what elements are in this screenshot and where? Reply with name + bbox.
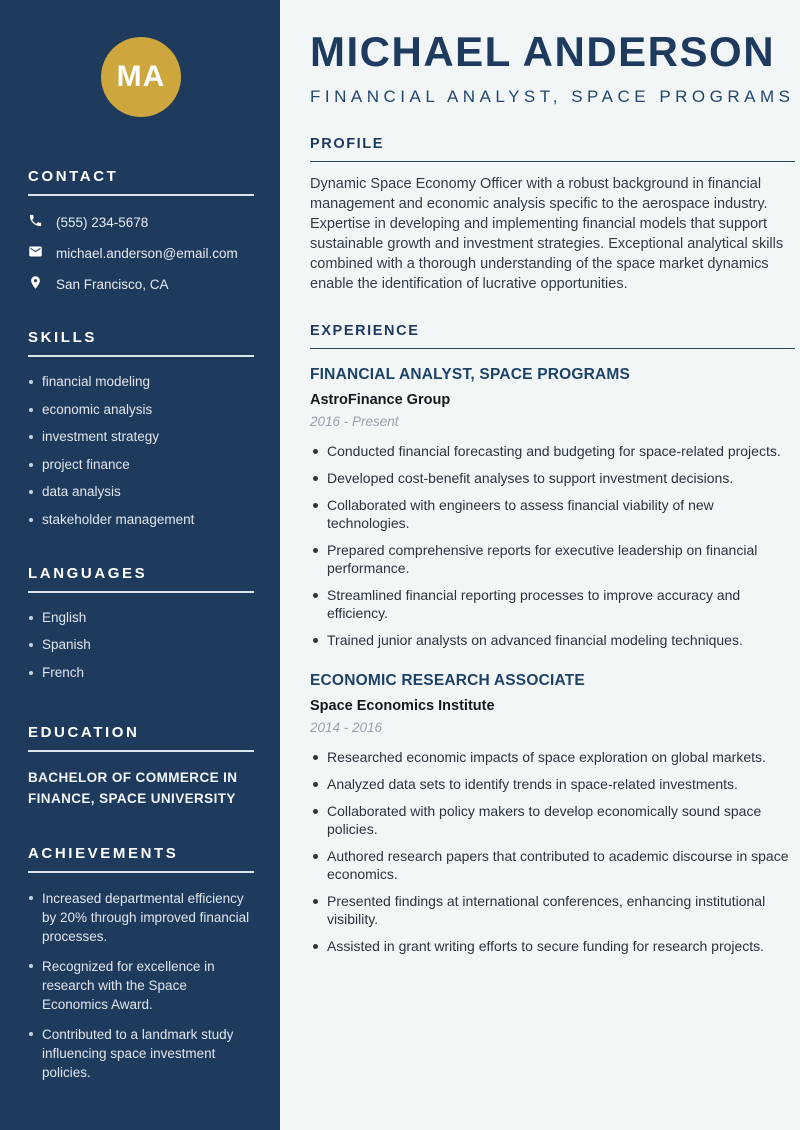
job-bullet: Researched economic impacts of space exploration on global markets. xyxy=(310,748,795,766)
contact-list xyxy=(28,213,254,293)
avatar-initials: MA xyxy=(116,60,166,93)
email-text: michael.anderson@email.com xyxy=(56,245,238,261)
location-text: San Francisco, CA xyxy=(56,276,169,292)
phone-icon xyxy=(28,213,43,231)
job-bullet: Assisted in grant writing efforts to secure funding for research projects. xyxy=(310,937,795,955)
job-company: Space Economics Institute xyxy=(310,698,495,714)
experience-section xyxy=(310,323,795,955)
job-bullet: Trained junior analysts on advanced financial modeling techniques. xyxy=(310,631,795,649)
job-title: ECONOMIC RESEARCH ASSOCIATE xyxy=(310,672,585,689)
candidate-job-title: FINANCIAL ANALYST, SPACE PROGRAMS xyxy=(310,87,795,106)
section-divider xyxy=(28,591,254,593)
education-section xyxy=(28,724,254,809)
job-bullet: Collaborated with engineers to assess financial viability of new technologies. xyxy=(310,496,795,532)
contact-phone xyxy=(28,213,254,231)
skill-item: stakeholder management xyxy=(28,511,254,529)
job-bullet: Presented findings at international conferences, enhancing institutional visibility. xyxy=(310,892,795,928)
job-dates: 2014 - 2016 xyxy=(310,720,383,735)
skills-section xyxy=(28,329,254,529)
achievements-list xyxy=(28,889,254,1082)
language-item: Spanish xyxy=(28,636,254,654)
candidate-name: MICHAEL ANDERSON xyxy=(310,28,776,75)
language-item: French xyxy=(28,664,254,682)
job-dates: 2016 - Present xyxy=(310,414,399,429)
profile-text: Dynamic Space Economy Officer with a robust background in financial management and economic analysis specific to the aerospace industry. Expertise in developing and implementing financial models that support sustainable growth and investment strategies. Exceptional analytical skills combined with a thorough understanding of the space market dynamics enable the identification of lucrative opportunities. xyxy=(310,176,784,292)
education-section-title: EDUCATION xyxy=(28,723,140,741)
sidebar xyxy=(0,0,280,1130)
job-company: AstroFinance Group xyxy=(310,392,451,408)
email-icon xyxy=(28,244,43,262)
achievement-item: Recognized for excellence in research with the Space Economics Award. xyxy=(28,957,254,1014)
avatar xyxy=(101,37,181,117)
job-bullet-list xyxy=(310,748,795,955)
skill-item: project finance xyxy=(28,456,254,474)
skill-item: data analysis xyxy=(28,483,254,501)
achievement-item: Increased departmental efficiency by 20% through improved financial processes. xyxy=(28,889,254,946)
section-divider xyxy=(28,750,254,752)
skill-item: investment strategy xyxy=(28,428,254,446)
job-bullet: Authored research papers that contributed to academic discourse in space economics. xyxy=(310,847,795,883)
job-bullet-list xyxy=(310,442,795,649)
profile-section-title: PROFILE xyxy=(310,136,795,162)
job-bullet: Analyzed data sets to identify trends in space-related investments. xyxy=(310,775,795,793)
achievement-item: Contributed to a landmark study influencing space investment policies. xyxy=(28,1025,254,1082)
resume-main xyxy=(280,0,800,1130)
section-divider xyxy=(28,871,254,873)
contact-section xyxy=(28,168,254,293)
phone-text: (555) 234-5678 xyxy=(56,214,149,230)
job-bullet: Developed cost-benefit analyses to support investment decisions. xyxy=(310,469,795,487)
experience-job xyxy=(310,672,795,955)
experience-section-title: EXPERIENCE xyxy=(310,323,795,349)
profile-section xyxy=(310,136,795,294)
section-divider xyxy=(28,355,254,357)
experience-job xyxy=(310,366,795,649)
skills-list xyxy=(28,373,254,529)
section-divider xyxy=(28,194,254,196)
contact-email xyxy=(28,244,254,262)
job-title: FINANCIAL ANALYST, SPACE PROGRAMS xyxy=(310,366,631,383)
job-bullet: Streamlined financial reporting processes to improve accuracy and efficiency. xyxy=(310,586,795,622)
contact-section-title: CONTACT xyxy=(28,168,119,185)
skill-item: economic analysis xyxy=(28,401,254,419)
location-icon xyxy=(28,275,43,293)
skills-section-title: SKILLS xyxy=(28,329,97,346)
job-bullet: Collaborated with policy makers to develop economically sound space policies. xyxy=(310,802,795,838)
job-bullet: Prepared comprehensive reports for executive leadership on financial performance. xyxy=(310,541,795,577)
language-item: English xyxy=(28,609,254,627)
languages-list xyxy=(28,609,254,682)
skill-item: financial modeling xyxy=(28,373,254,391)
education-degree: BACHELOR OF COMMERCE IN FINANCE, SPACE UNIVERSITY xyxy=(28,769,238,806)
contact-location xyxy=(28,275,254,293)
job-bullet: Conducted financial forecasting and budgeting for space-related projects. xyxy=(310,442,795,460)
achievements-section xyxy=(28,845,254,1082)
languages-section-title: LANGUAGES xyxy=(28,564,148,582)
languages-section xyxy=(28,565,254,682)
achievements-section-title: ACHIEVEMENTS xyxy=(28,844,179,862)
